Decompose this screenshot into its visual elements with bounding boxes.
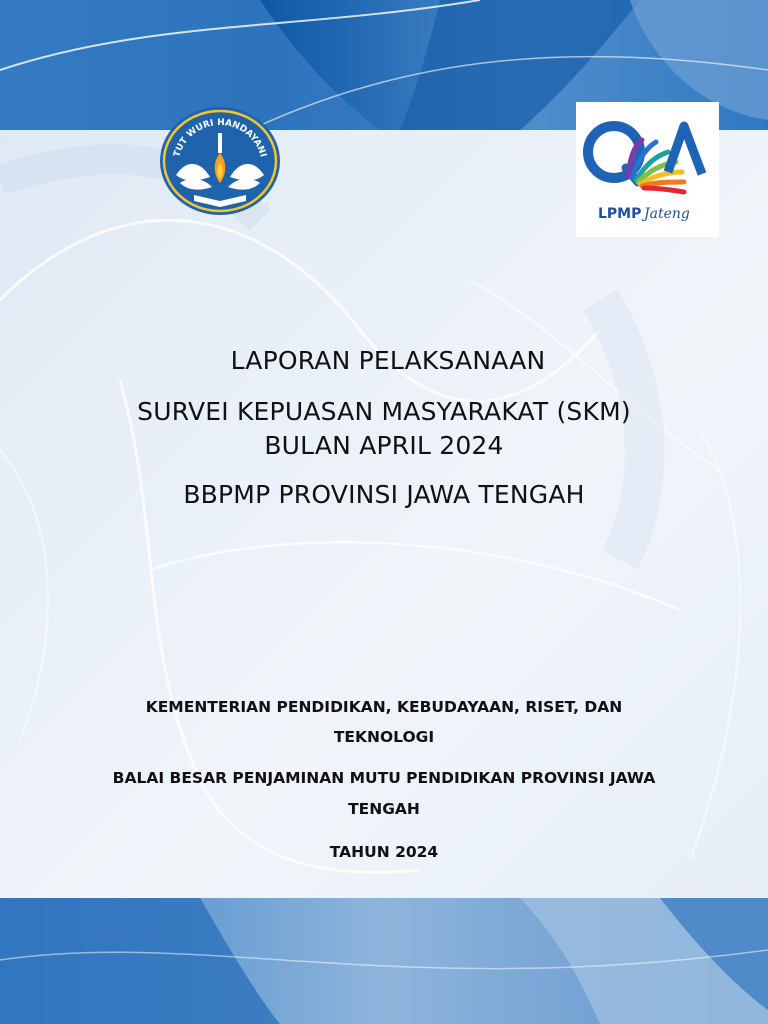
brand-lpmp-text: LPMP [598,206,642,222]
report-title-line-2: SURVEI KEPUASAN MASYARAKAT (SKM) [137,397,631,426]
brand-jateng-text: Jateng [644,206,690,222]
report-year: TAHUN 2024 [329,843,439,861]
agency-name-line-2: TENGAH [348,800,420,818]
agency-name-line-1: BALAI BESAR PENJAMINAN MUTU PENDIDIKAN PROVINSI JAWA [112,769,656,787]
report-title-line-1: LAPORAN PELAKSANAAN [230,346,546,375]
tut-wuri-handayani-emblem-icon [158,105,282,219]
ministry-name-line-2: TEKNOLOGI [333,728,435,746]
ministry-name-line-1: KEMENTERIAN PENDIDIKAN, KEBUDAYAAN, RISET, DAN [145,698,623,716]
qa-lpmp-jateng-logo [576,102,719,237]
emblem-arc-text: TUT WURI HANDAYANI [172,117,268,159]
report-title-line-4: BBPMP PROVINSI JAWA TENGAH [183,480,585,509]
report-title-line-3: BULAN APRIL 2024 [264,431,504,460]
qa-lpmp-logo-icon [576,102,719,237]
tut-wuri-handayani-logo [158,105,282,219]
